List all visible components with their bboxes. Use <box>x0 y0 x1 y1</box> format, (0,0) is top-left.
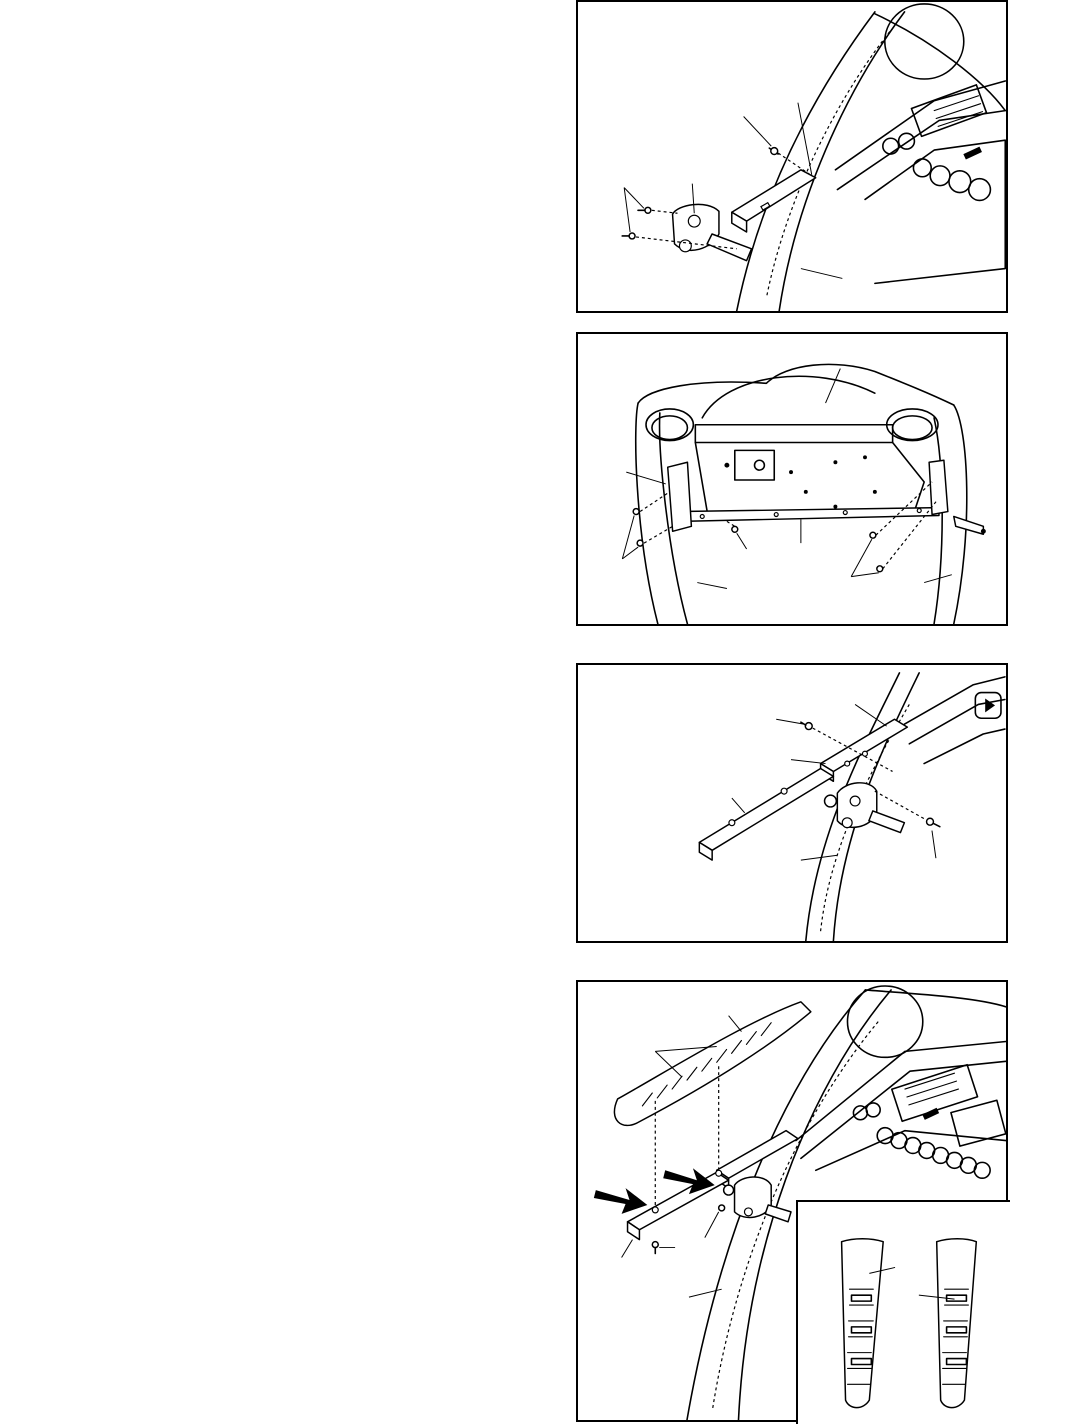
handrail-inset <box>796 1200 1010 1424</box>
assembly-figure-4 <box>576 980 1008 1422</box>
figure-1-drawing <box>578 2 1006 311</box>
figure-2-drawing <box>578 334 1006 624</box>
figure-3-drawing <box>578 665 1006 941</box>
assembly-figure-1 <box>576 0 1008 313</box>
assembly-figure-3 <box>576 663 1008 943</box>
handrail-inset-drawing <box>798 1202 1010 1424</box>
assembly-figure-2 <box>576 332 1008 626</box>
